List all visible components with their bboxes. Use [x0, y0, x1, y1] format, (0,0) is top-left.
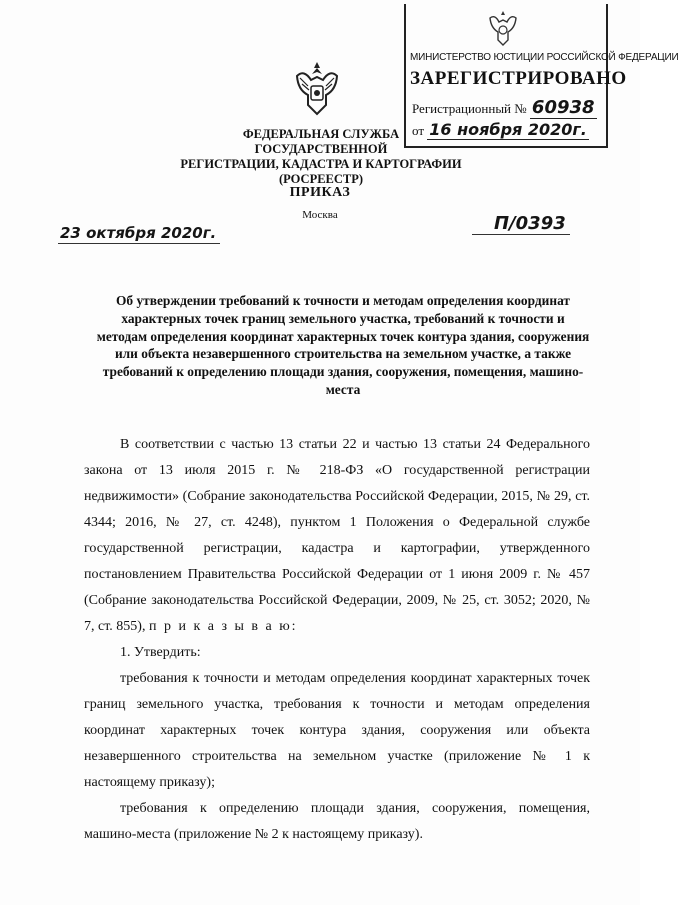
order-number: П/0393 — [472, 213, 570, 235]
order-date: 23 октября 2020г. — [58, 224, 220, 244]
stamp-registered: ЗАРЕГИСТРИРОВАНО — [410, 68, 627, 89]
body-paragraph-1 — [84, 432, 590, 640]
stamp-date-prefix: от — [412, 123, 425, 138]
stamp-ministry: МИНИСТЕРСТВО ЮСТИЦИИ РОССИЙСКОЙ ФЕДЕРАЦИИ — [410, 52, 678, 63]
body-paragraph-1-text: В соответствии с частью 13 статьи 22 и частью 13 статьи 24 Федерального закона от 13 июля 2015 г. № 218-ФЗ «О государственной регистрации недвижимости» (Собрание законодательства Российской Федерации, 2015, № 29, ст. 4344; 2016, № 27, ст. 4248), пунктом 1 Положения о Федеральной службе государственной регистрации, кадастра и картографии, утвержденного постановлением Правительства Российской Федерации от 1 июня 2009 г. № 457 (Собрание законодательства Российской Федерации, 2009, № 25, ст. 3052; 2020, № 7, ст. 855), — [84, 437, 590, 634]
body-paragraph-3: требования к точности и методам определения координат характерных точек границ земельного участка, требования к точности и методам определения координат характерных точек контура здания, сооружения или объекта незавершенного строительства на земельном участке (приложение № 1 к настоящему приказу); — [84, 671, 590, 790]
document-title: Об утверждении требований к точности и методам определения координат характерных точек границ земельного участка, требований к точности и методам определения координат характерных точек контура здания, сооружения или объекта незавершенного строительства на земельном участке, а также требований к определению площади здания, сооружения, помещения, машино-места — [96, 293, 590, 397]
stamp-date-value: 16 ноября 2020г. — [429, 120, 587, 139]
order-word: п р и к а з ы в а ю: — [148, 619, 298, 634]
stamp-regnum-label: Регистрационный № — [412, 101, 527, 116]
stamp-registration-number — [412, 97, 597, 118]
organization-line3: (РОСРЕЕСТР) — [278, 172, 364, 186]
order-heading: ПРИКАЗ — [289, 185, 351, 200]
stamp-regnum-value: 60938 — [531, 97, 595, 118]
body-paragraph-4: требования к определению площади здания, сооружения, помещения, машино-места (приложение № 2 к настоящему приказу). — [84, 801, 590, 842]
stamp-coat-of-arms-icon — [486, 8, 520, 48]
order-city: Москва — [302, 209, 338, 221]
body-paragraph-2: 1. Утвердить: — [120, 645, 201, 660]
document-body — [84, 432, 590, 848]
organization-name — [176, 127, 466, 187]
organization-line1: ФЕДЕРАЛЬНАЯ СЛУЖБА ГОСУДАРСТВЕННОЙ — [242, 127, 400, 156]
russian-coat-of-arms-icon — [294, 60, 340, 118]
organization-line2: РЕГИСТРАЦИИ, КАДАСТРА И КАРТОГРАФИИ — [180, 157, 462, 171]
